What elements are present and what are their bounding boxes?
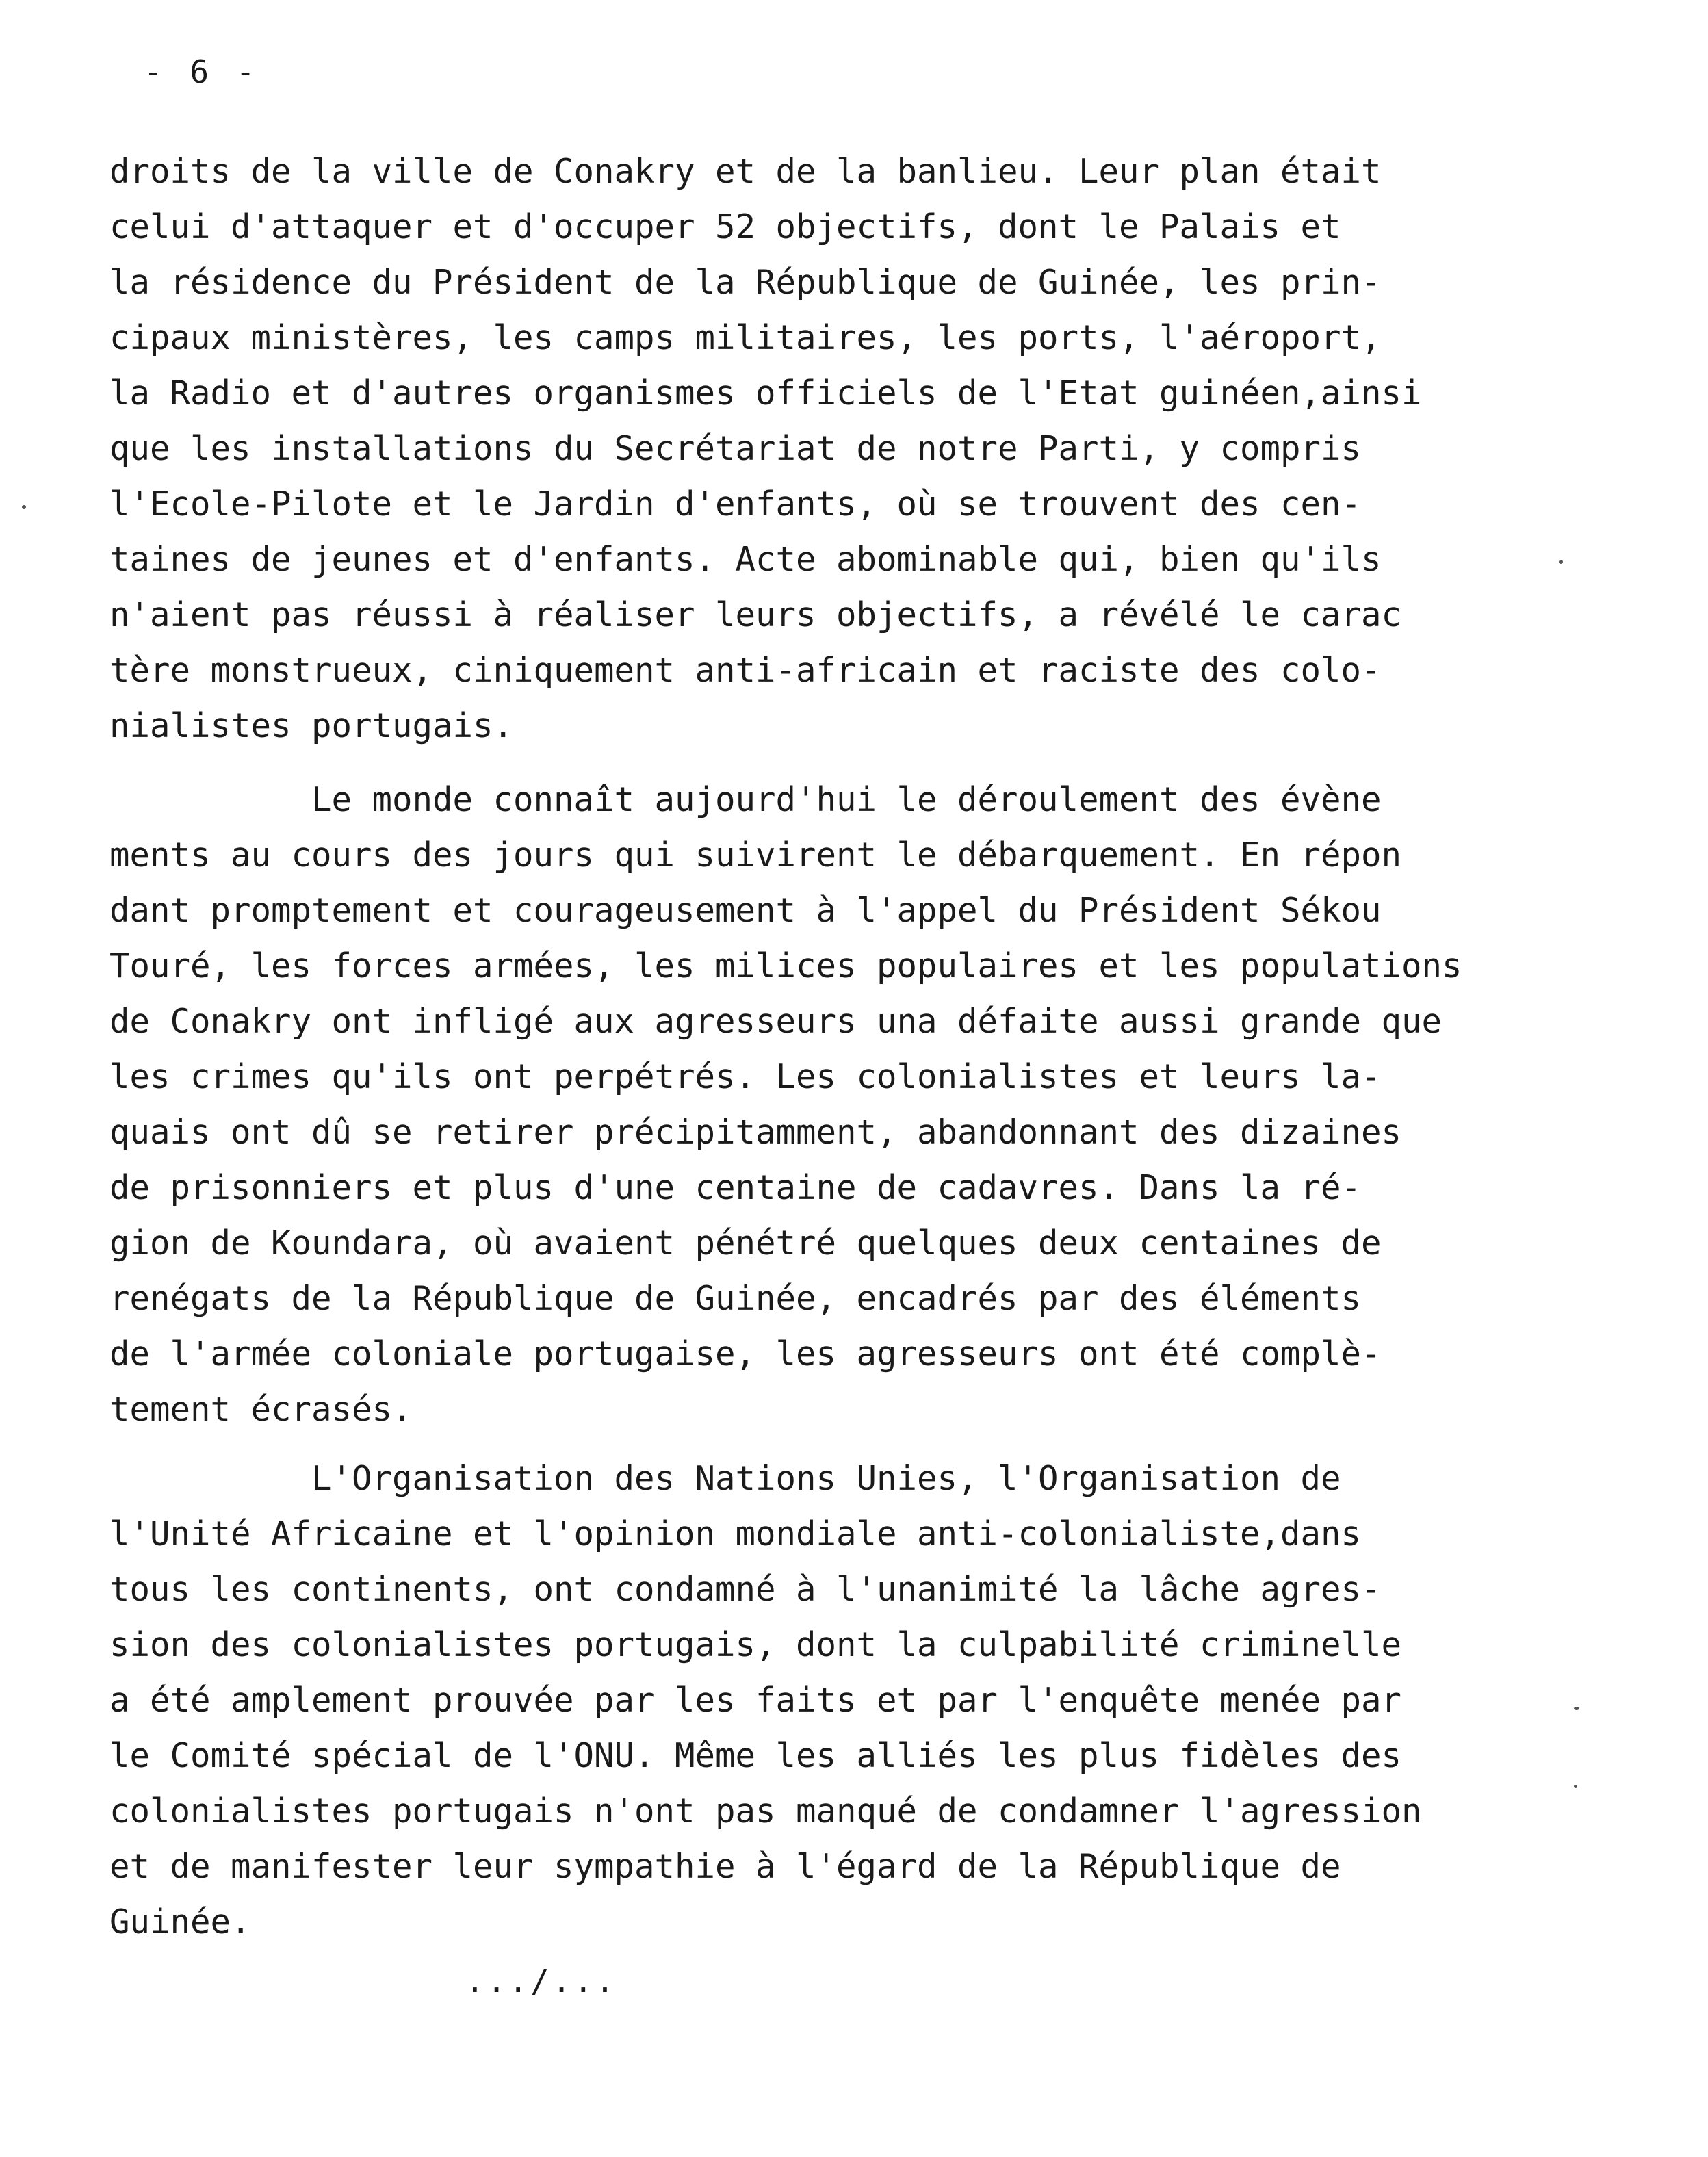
text-line: celui d'attaquer et d'occuper 52 objectifs, dont le Palais et <box>109 207 1341 246</box>
scan-speck <box>22 505 26 509</box>
text-line: quais ont dû se retirer précipitamment, abandonnant des dizaines <box>109 1113 1402 1152</box>
text-line: l'Ecole-Pilote et le Jardin d'enfants, où se trouvent des cen- <box>109 485 1362 524</box>
text-line: le Comité spécial de l'ONU. Même les alliés les plus fidèles des <box>109 1736 1402 1775</box>
text-line: gion de Koundara, où avaient pénétré quelques deux centaines de <box>109 1224 1382 1263</box>
text-line: la Radio et d'autres organismes officiels de l'Etat guinéen,ainsi <box>109 374 1422 413</box>
text-line: de Conakry ont infligé aux agresseurs una défaite aussi grande que <box>109 1002 1442 1041</box>
text-line: L'Organisation des Nations Unies, l'Organisation de <box>109 1459 1341 1498</box>
text-line: tous les continents, ont condamné à l'unanimité la lâche agres- <box>109 1570 1382 1609</box>
paragraph-1 <box>109 144 1478 753</box>
text-line: de l'armée coloniale portugaise, les agresseurs ont été complè- <box>109 1334 1382 1373</box>
text-line: la résidence du Président de la République de Guinée, les prin- <box>109 263 1382 302</box>
text-line: droits de la ville de Conakry et de la banlieu. Leur plan était <box>109 152 1382 191</box>
text-line: l'Unité Africaine et l'opinion mondiale anti-colonialiste,dans <box>109 1514 1362 1553</box>
text-line: Touré, les forces armées, les milices populaires et les populations <box>109 946 1462 985</box>
text-line: que les installations du Secrétariat de notre Parti, y compris <box>109 429 1362 468</box>
text-line: colonialistes portugais n'ont pas manqué de condamner l'agression <box>109 1792 1422 1831</box>
scan-speck <box>1559 560 1563 564</box>
text-line: a été amplement prouvée par les faits et par l'enquête menée par <box>109 1681 1402 1720</box>
text-line: sion des colonialistes portugais, dont la culpabilité criminelle <box>109 1625 1402 1664</box>
paragraph-3 <box>109 1451 1478 1950</box>
continuation-mark: .../... <box>465 1963 617 2000</box>
text-line: cipaux ministères, les camps militaires, les ports, l'aéroport, <box>109 318 1382 357</box>
text-line: n'aient pas réussi à réaliser leurs objectifs, a révélé le carac <box>109 595 1402 634</box>
text-line: tère monstrueux, ciniquement anti-africain et raciste des colo- <box>109 651 1382 690</box>
paragraph-2 <box>109 772 1478 1437</box>
text-line: Guinée. <box>109 1902 251 1941</box>
text-line: dant promptement et courageusement à l'appel du Président Sékou <box>109 891 1382 930</box>
text-line: les crimes qu'ils ont perpétrés. Les colonialistes et leurs la- <box>109 1057 1382 1096</box>
text-line: nialistes portugais. <box>109 706 514 745</box>
page-number: - 6 - <box>144 53 259 90</box>
scan-speck <box>1574 1785 1577 1788</box>
text-line: Le monde connaît aujourd'hui le déroulement des évène <box>109 780 1382 819</box>
text-line: tement écrasés. <box>109 1390 413 1429</box>
text-line: de prisonniers et plus d'une centaine de cadavres. Dans la ré- <box>109 1168 1362 1207</box>
scan-speck <box>1574 1707 1579 1710</box>
text-line: renégats de la République de Guinée, encadrés par des éléments <box>109 1279 1362 1318</box>
text-line: et de manifester leur sympathie à l'égard de la République de <box>109 1847 1341 1886</box>
text-line: taines de jeunes et d'enfants. Acte abominable qui, bien qu'ils <box>109 540 1382 579</box>
text-line: ments au cours des jours qui suivirent le débarquement. En répon <box>109 836 1402 875</box>
